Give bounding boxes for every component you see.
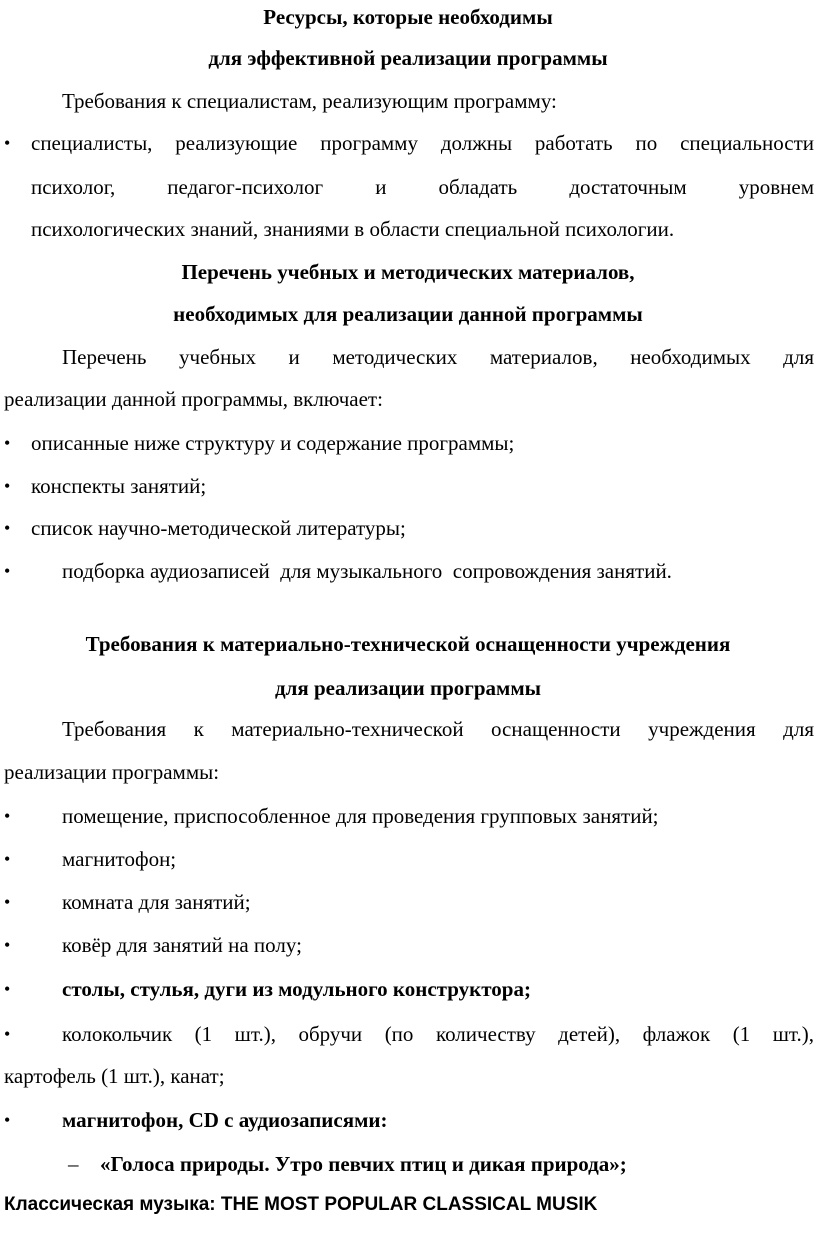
section3-item-1: помещение, приспособленное для проведения групповых занятий;	[62, 804, 659, 828]
bullet-icon: •	[4, 806, 11, 826]
bullet-icon: •	[4, 476, 11, 496]
section3-item-6: колокольчик (1 шт.), обручи (по количеству детей), флажок (1 шт.),	[62, 1022, 814, 1046]
section3-item-2: магнитофон;	[62, 847, 177, 871]
section2-item-3: список научно-методической литературы;	[31, 516, 406, 540]
section3-subitem: «Голоса природы. Утро певчих птиц и дикая природа»;	[100, 1152, 627, 1176]
section2-item-2: конспекты занятий;	[31, 474, 207, 498]
dash-marker: –	[68, 1152, 79, 1176]
bullet-icon: •	[4, 561, 11, 581]
bullet-icon: •	[4, 935, 11, 955]
section1-title-line2: для эффективной реализации программы	[208, 46, 608, 70]
section3-item-6-continuation: картофель (1 шт.), канат;	[4, 1064, 225, 1088]
bullet-icon: •	[4, 849, 11, 869]
bullet-icon: •	[4, 1024, 11, 1044]
section3-title-line1: Требования к материально-технической оснащенности учреждения	[85, 632, 731, 656]
section3-item-7: магнитофон, CD с аудиозаписями:	[62, 1108, 388, 1132]
section1-item-line3: психологических знаний, знаниями в области специальной психологии.	[31, 217, 675, 241]
section2-item-4: подборка аудиозаписей для музыкального сопровождения занятий.	[62, 559, 672, 583]
section2-item-1: описанные ниже структуру и содержание программы;	[31, 431, 515, 455]
section3-intro-line2: реализации программы:	[4, 760, 220, 784]
footer-line: Классическая музыка: THE MOST POPULAR CLASSICAL MUSIK	[4, 1194, 598, 1215]
bullet-icon: •	[4, 1110, 11, 1130]
bullet-icon: •	[4, 133, 11, 153]
section3-item-4: ковёр для занятий на полу;	[62, 933, 302, 957]
section2-intro-line2: реализации данной программы, включает:	[4, 387, 383, 411]
bullet-icon: •	[4, 518, 11, 538]
section2-title-line1: Перечень учебных и методических материалов,	[181, 260, 635, 284]
section2-title-line2: необходимых для реализации данной программы	[173, 302, 643, 326]
section1-item-line2: психолог, педагог-психолог и обладать достаточным уровнем	[31, 175, 814, 199]
bullet-icon: •	[4, 433, 11, 453]
section1-intro: Требования к специалистам, реализующим программу:	[62, 89, 557, 113]
section3-item-3: комната для занятий;	[62, 890, 251, 914]
section1-item-line1: специалисты, реализующие программу должны работать по специальности	[31, 131, 814, 155]
section2-intro-line1: Перечень учебных и методических материалов, необходимых для	[62, 345, 814, 369]
section1-title-line1: Ресурсы, которые необходимы	[263, 5, 553, 29]
section3-item-5: столы, стулья, дуги из модульного конструктора;	[62, 977, 531, 1001]
section3-title-line2: для реализации программы	[274, 676, 542, 700]
bullet-icon: •	[4, 892, 11, 912]
bullet-icon: •	[4, 979, 11, 999]
section3-intro-line1: Требования к материально-технической оснащенности учреждения для	[62, 717, 814, 741]
